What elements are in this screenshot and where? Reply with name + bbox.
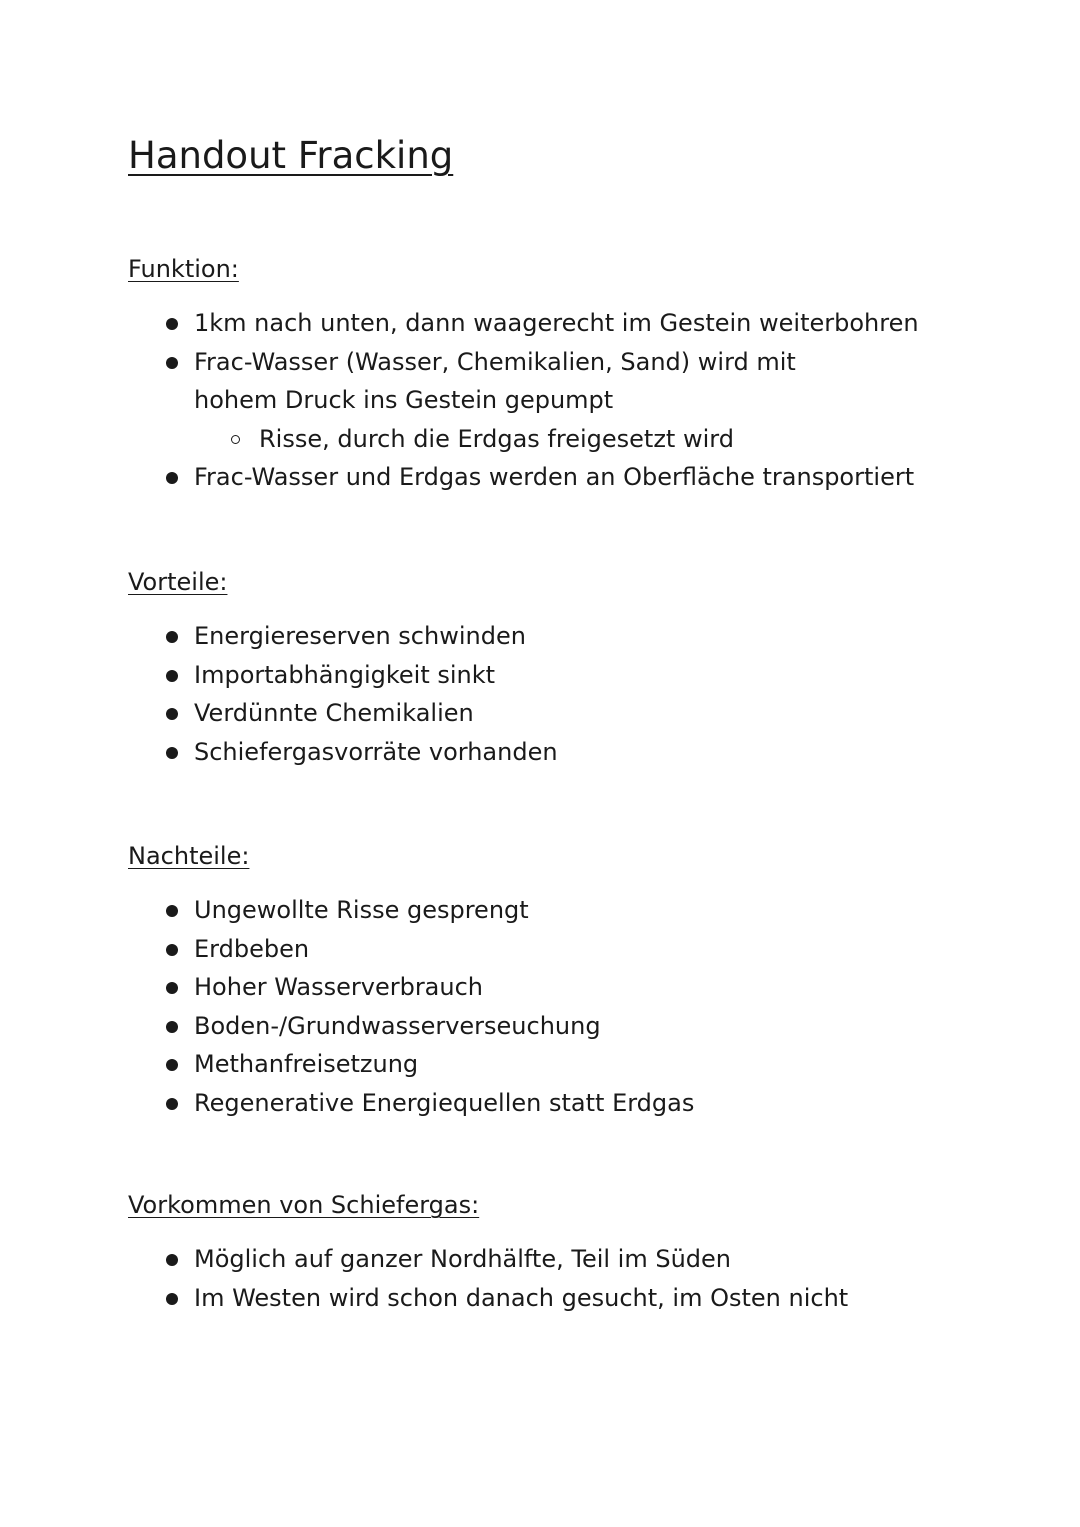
list-item (128, 304, 1028, 343)
section-heading: Vorkommen von Schiefergas: (128, 1191, 480, 1219)
hollow-bullet-icon (231, 435, 240, 444)
section-heading: Vorteile: (128, 568, 228, 596)
section-nachteile (128, 841, 1028, 1122)
section-vorkommen (128, 1190, 1028, 1317)
bullet-icon (166, 1098, 178, 1110)
bullet-icon (166, 318, 178, 330)
list-item-text: Erdbeben (194, 934, 310, 963)
list-item-text: Im Westen wird schon danach gesucht, im Osten nicht (194, 1283, 849, 1312)
list-item-text: Regenerative Energiequellen statt Erdgas (194, 1088, 695, 1117)
bullet-icon (166, 631, 178, 643)
list-item-text: Energiereserven schwinden (194, 622, 526, 650)
bullet-icon (166, 982, 178, 994)
bullet-icon (166, 1021, 178, 1033)
bullet-icon (166, 670, 178, 682)
bullet-icon (166, 1059, 178, 1071)
bullet-icon (166, 472, 178, 484)
list-item-text: Schiefergasvorräte vorhanden (194, 737, 558, 766)
list-item (128, 458, 1028, 497)
list-item (128, 1045, 1028, 1084)
bullet-icon (166, 708, 178, 720)
section-heading: Nachteile: (128, 842, 250, 870)
list-item-text: Importabhängigkeit sinkt (194, 660, 496, 689)
list-item (128, 694, 1028, 733)
bullet-icon (166, 357, 178, 369)
list-item-text: Hoher Wasserverbrauch (194, 973, 484, 1001)
list-item (128, 1084, 1028, 1123)
list-item (128, 968, 1028, 1007)
bullet-list (128, 304, 1028, 497)
list-item (128, 343, 1028, 459)
list-item-text: Verdünnte Chemikalien (194, 699, 474, 727)
bullet-icon (166, 1254, 178, 1266)
bullet-list (128, 1240, 1028, 1317)
list-item (128, 1007, 1028, 1046)
list-item (128, 891, 1028, 930)
list-item-text: Möglich auf ganzer Nordhälfte, Teil im Süden (194, 1245, 732, 1273)
list-item (128, 617, 1028, 656)
list-item (128, 930, 1028, 969)
bullet-icon (166, 905, 178, 917)
bullet-icon (166, 747, 178, 759)
list-item-text: Frac-Wasser und Erdgas werden an Oberfläche transportiert (194, 463, 915, 491)
section-heading: Funktion: (128, 255, 239, 283)
list-item-text: Ungewollte Risse gesprengt (194, 896, 529, 924)
sub-list-item (194, 420, 878, 459)
sub-list (194, 420, 878, 459)
list-item-text: 1km nach unten, dann waagerecht im Gestein weiterbohren (194, 309, 919, 337)
bullet-icon (166, 1293, 178, 1305)
list-item (128, 733, 1028, 772)
bullet-list (128, 617, 1028, 771)
list-item-text: Frac-Wasser (Wasser, Chemikalien, Sand) wird mit hohem Druck ins Gestein gepumpt (194, 347, 796, 414)
bullet-icon (166, 944, 178, 956)
section-funktion (128, 254, 1028, 497)
list-item (128, 1279, 1028, 1318)
list-item (128, 1240, 1028, 1279)
list-item-text: Boden-/Grundwasserverseuchung (194, 1011, 601, 1040)
list-item (128, 656, 1028, 695)
sub-list-item-text: Risse, durch die Erdgas freigesetzt wird (259, 424, 734, 453)
page-title: Handout Fracking (128, 134, 454, 177)
section-vorteile (128, 567, 1028, 771)
list-item-text: Methanfreisetzung (194, 1050, 419, 1078)
bullet-list (128, 891, 1028, 1122)
